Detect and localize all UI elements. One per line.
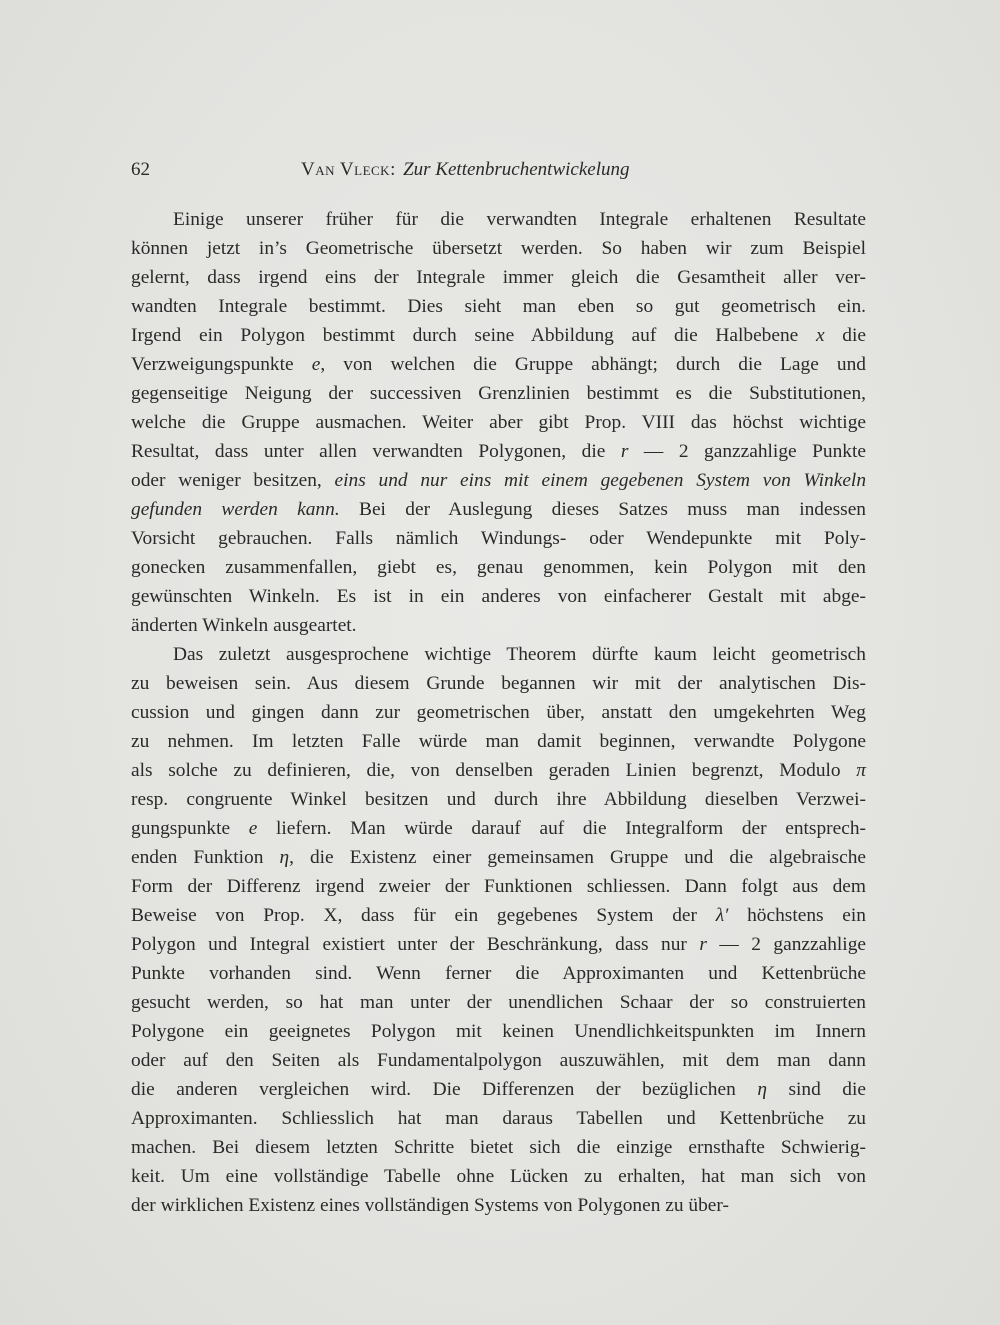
- running-head: [301, 159, 630, 181]
- text-line: [131, 234, 866, 263]
- text-segment: resp. congruente Winkel besitzen und durch ihre Abbildung dieselben Verzwei-: [131, 789, 866, 810]
- text-line: [131, 611, 866, 640]
- text-line: [131, 1017, 866, 1046]
- text-segment: welche die Gruppe ausmachen. Weiter aber gibt Prop. VIII das höchst wichtige: [131, 412, 866, 433]
- italic-text: r: [699, 934, 707, 955]
- text-line: [131, 1191, 866, 1220]
- text-line: [131, 408, 866, 437]
- text-line: [131, 901, 866, 930]
- body-text: [131, 205, 866, 1220]
- text-line: [131, 466, 866, 495]
- text-segment: keit. Um eine vollständige Tabelle ohne Lücken zu erhalten, hat man sich von: [131, 1166, 866, 1187]
- text-segment: Einige unserer früher für die verwandten Integrale erhaltenen Resultate: [173, 209, 866, 230]
- italic-text: η: [757, 1079, 767, 1100]
- text-line: [131, 524, 866, 553]
- text-segment: Irgend ein Polygon bestimmt durch seine Abbildung auf die Halbebene: [131, 325, 816, 346]
- text-segment: sind die: [766, 1079, 866, 1100]
- text-segment: enden Funktion: [131, 847, 280, 868]
- article-title: Zur Kettenbruchentwickelung: [403, 159, 630, 180]
- text-line: [131, 843, 866, 872]
- text-line: [131, 495, 866, 524]
- italic-text: gefunden werden kann.: [131, 499, 340, 520]
- italic-text: λ′: [715, 905, 729, 926]
- text-line: [131, 582, 866, 611]
- text-line: [131, 205, 866, 234]
- text-line: [131, 1133, 866, 1162]
- text-segment: gewünschten Winkeln. Es ist in ein anderes von einfacherer Gestalt mit abge-: [131, 586, 866, 607]
- text-segment: zu beweisen sein. Aus diesem Grunde begannen wir mit der analytischen Dis-: [131, 673, 866, 694]
- text-segment: Resultat, dass unter allen verwandten Polygonen, die: [131, 441, 621, 462]
- text-segment: Punkte vorhanden sind. Wenn ferner die Approximanten und Kettenbrüche: [131, 963, 866, 984]
- text-segment: die anderen vergleichen wird. Die Differenzen der bezüglichen: [131, 1079, 758, 1100]
- text-segment: gungspunkte: [131, 818, 249, 839]
- text-segment: gesucht werden, so hat man unter der unendlichen Schaar der so construierten: [131, 992, 866, 1013]
- text-segment: Bei der Auslegung dieses Satzes muss man indessen: [339, 499, 866, 520]
- text-segment: die: [824, 325, 866, 346]
- text-segment: zu nehmen. Im letzten Falle würde man damit beginnen, verwandte Polygone: [131, 731, 866, 752]
- italic-text: x: [816, 325, 825, 346]
- text-line: [131, 988, 866, 1017]
- text-segment: Beweise von Prop. X, dass für ein gegebenes System der: [131, 905, 716, 926]
- text-line: [131, 785, 866, 814]
- italic-text: π: [856, 760, 866, 781]
- header-separator: :: [390, 159, 396, 180]
- text-line: [131, 959, 866, 988]
- italic-text: η: [279, 847, 290, 868]
- text-segment: als solche zu definieren, die, von denselben geraden Linien begrenzt, Modulo: [131, 760, 857, 781]
- text-line: [131, 321, 866, 350]
- italic-text: e: [311, 354, 321, 375]
- text-line: [131, 1104, 866, 1133]
- text-segment: oder auf den Seiten als Fundamentalpolygon auszuwählen, mit dem man dann: [131, 1050, 866, 1071]
- text-segment: oder weniger besitzen,: [131, 470, 335, 491]
- text-segment: gegenseitige Neigung der successiven Grenzlinien bestimmt es die Substitutionen,: [131, 383, 866, 404]
- text-segment: wandten Integrale bestimmt. Dies sieht man eben so gut geometrisch ein.: [131, 296, 866, 317]
- text-segment: Verzweigungspunkte: [131, 354, 312, 375]
- text-segment: der wirklichen Existenz eines vollständigen Systems von Polygonen zu über-: [131, 1195, 729, 1216]
- italic-text: e: [248, 818, 258, 839]
- text-segment: Polygon und Integral existiert unter der Beschränkung, dass nur: [131, 934, 700, 955]
- paragraph: [131, 640, 866, 1220]
- text-segment: können jetzt in’s Geometrische übersetzt werden. So haben wir zum Beispiel: [131, 238, 866, 259]
- text-line: [131, 872, 866, 901]
- text-segment: Approximanten. Schliesslich hat man daraus Tabellen und Kettenbrüche zu: [131, 1108, 866, 1129]
- text-line: [131, 930, 866, 959]
- text-line: [131, 553, 866, 582]
- text-line: [131, 756, 866, 785]
- running-header: [131, 156, 866, 186]
- text-segment: cussion und gingen dann zur geometrischen über, anstatt den umgekehrten Weg: [131, 702, 866, 723]
- paragraph: [131, 205, 866, 640]
- text-segment: Form der Differenz irgend zweier der Funktionen schliessen. Dann folgt aus dem: [131, 876, 866, 897]
- page-number: 62: [131, 159, 150, 180]
- text-line: [131, 669, 866, 698]
- text-segment: machen. Bei diesem letzten Schritte bietet sich die einzige ernsthafte Schwierig-: [131, 1137, 866, 1158]
- text-segment: Das zuletzt ausgesprochene wichtige Theorem dürfte kaum leicht geometrisch: [173, 644, 866, 665]
- text-line: [131, 814, 866, 843]
- text-line: [131, 1162, 866, 1191]
- text-line: [131, 292, 866, 321]
- text-segment: gonecken zusammenfallen, giebt es, genau genommen, kein Polygon mit den: [131, 557, 866, 578]
- italic-text: r: [620, 441, 629, 462]
- text-line: [131, 437, 866, 466]
- text-segment: höchstens ein: [728, 905, 867, 926]
- text-line: [131, 727, 866, 756]
- text-line: [131, 379, 866, 408]
- text-segment: änderten Winkeln ausgeartet.: [131, 615, 357, 636]
- text-segment: liefern. Man würde darauf auf die Integralform der entsprech-: [257, 818, 866, 839]
- text-line: [131, 698, 866, 727]
- text-segment: , von welchen die Gruppe abhängt; durch die Lage und: [320, 354, 866, 375]
- text-line: [131, 1046, 866, 1075]
- italic-text: eins und nur eins mit einem gegebenen System von Winkeln: [334, 470, 867, 491]
- text-line: [131, 263, 866, 292]
- text-segment: , die Existenz einer gemeinsamen Gruppe und die algebraische: [289, 847, 867, 868]
- text-line: [131, 350, 866, 379]
- text-segment: — 2 ganzzahlige: [706, 934, 866, 955]
- text-line: [131, 640, 866, 669]
- author-name: Van Vleck: [301, 159, 391, 180]
- text-segment: gelernt, dass irgend eins der Integrale immer gleich die Gesamtheit aller ver-: [131, 267, 866, 288]
- text-segment: Polygone ein geeignetes Polygon mit keinen Unendlichkeitspunkten im Innern: [131, 1021, 866, 1042]
- text-segment: — 2 ganzzahlige Punkte: [628, 441, 866, 462]
- text-line: [131, 1075, 866, 1104]
- text-segment: Vorsicht gebrauchen. Falls nämlich Windungs- oder Wendepunkte mit Poly-: [131, 528, 866, 549]
